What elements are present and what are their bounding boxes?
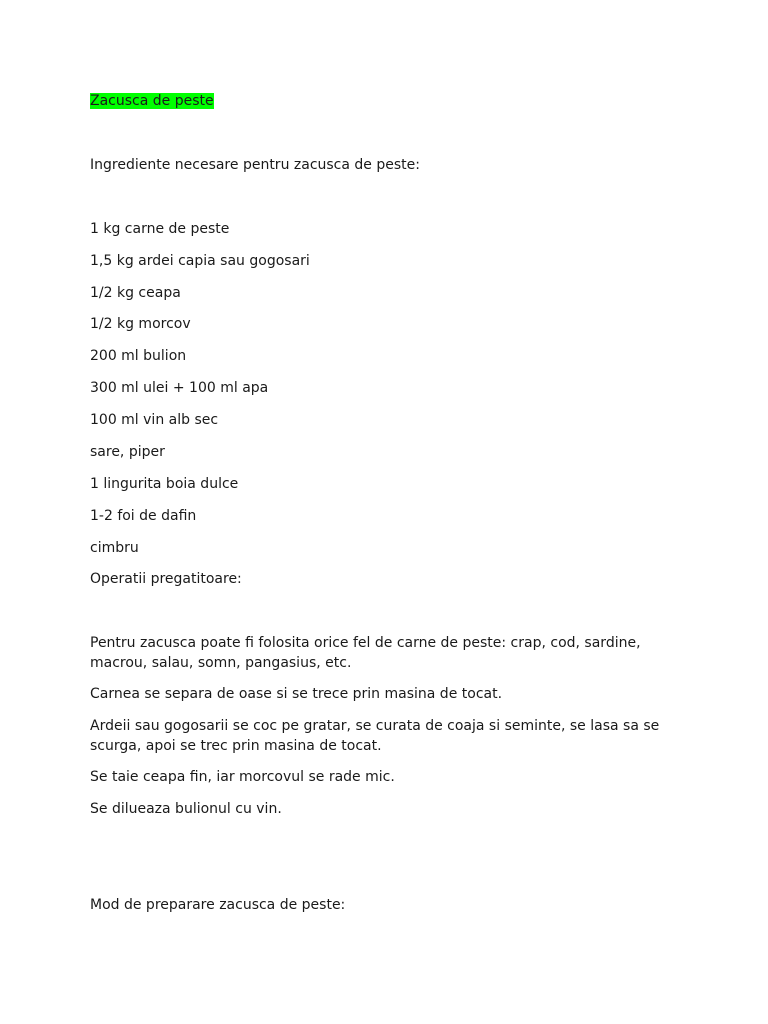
ingredient-item: sare, piper (90, 444, 165, 460)
title-highlight: Zacusca de peste (90, 93, 214, 109)
ingredient-item: 200 ml bulion (90, 348, 187, 364)
ingredient-item: 1-2 foi de dafin (90, 508, 197, 524)
prep-step: Se dilueaza bulionul cu vin. (90, 801, 282, 817)
prep-step: Carnea se separa de oase si se trece prin masina de tocat. (90, 686, 503, 702)
ingredient-item: cimbru (90, 540, 139, 556)
prep-step: Se taie ceapa fin, iar morcovul se rade mic. (90, 769, 395, 785)
ingredients-heading: Ingrediente necesare pentru zacusca de peste: (90, 157, 420, 173)
document-title (90, 91, 214, 111)
prep-heading: Operatii pregatitoare: (90, 571, 242, 587)
ingredient-item: 100 ml vin alb sec (90, 412, 219, 428)
ingredient-item: 1,5 kg ardei capia sau gogosari (90, 253, 310, 269)
ingredient-item: 300 ml ulei + 100 ml apa (90, 380, 269, 396)
prep-step: Pentru zacusca poate fi folosita orice fel de carne de peste: crap, cod, sardine, macrou, salau, somn, pangasius, etc. (90, 635, 641, 671)
ingredient-item: 1 kg carne de peste (90, 221, 230, 237)
ingredient-item: 1/2 kg ceapa (90, 285, 181, 301)
ingredient-item: 1/2 kg morcov (90, 316, 191, 332)
prep-step: Ardeii sau gogosarii se coc pe gratar, se curata de coaja si seminte, se lasa sa se scurga, apoi se trec prin masina de tocat. (90, 718, 660, 754)
method-heading: Mod de preparare zacusca de peste: (90, 897, 346, 913)
ingredient-item: 1 lingurita boia dulce (90, 476, 239, 492)
